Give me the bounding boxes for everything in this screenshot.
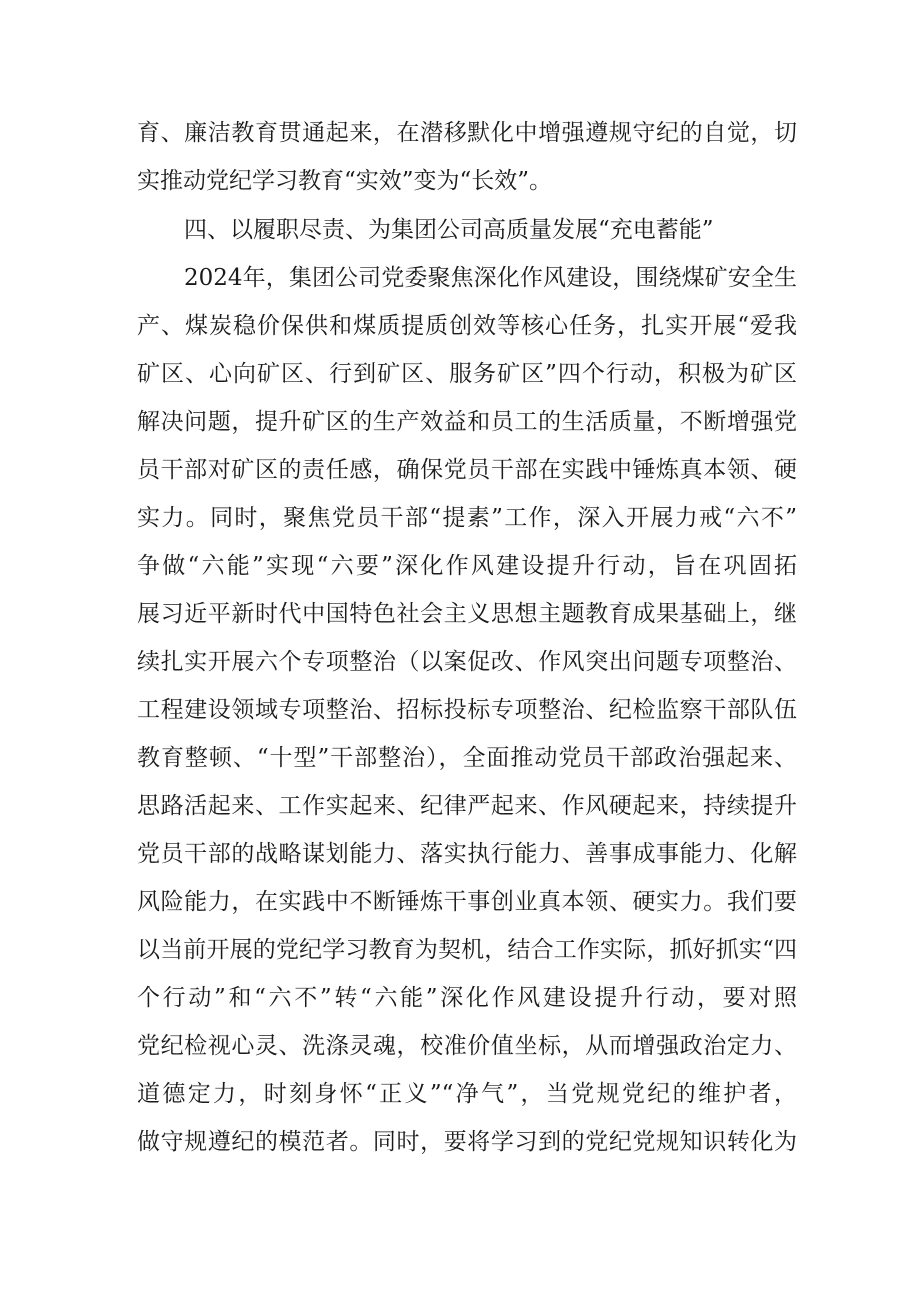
paragraph-line: 解决问题，提升矿区的生产效益和员工的生活质量，不断增强党: [137, 409, 797, 435]
paragraph-line: 教育整顿、“十型”干部整治），全面推动党员干部政治强起来、: [137, 745, 797, 771]
intro-line-1: 育、廉洁教育贯通起来，在潜移默化中增强遵规守纪的自觉，切: [137, 120, 797, 146]
section-heading: 四、以履职尽责、为集团公司高质量发展“充电蓄能”: [184, 217, 714, 243]
paragraph-line: 个行动”和“六不”转“六能”深化作风建设提升行动，要对照: [137, 985, 797, 1011]
paragraph-line: 风险能力，在实践中不断锤炼干事创业真本领、硬实力。我们要: [137, 889, 797, 915]
paragraph-line: 党员干部的战略谋划能力、落实执行能力、善事成事能力、化解: [137, 841, 797, 867]
paragraph-line: 2024年，集团公司党委聚焦深化作风建设，围绕煤矿安全生: [184, 265, 797, 291]
paragraph-line: 争做“六能”实现“六要”深化作风建设提升行动，旨在巩固拓: [137, 553, 797, 579]
paragraph-line: 矿区、心向矿区、行到矿区、服务矿区”四个行动，积极为矿区: [137, 361, 797, 387]
paragraph-line: 续扎实开展六个专项整治（以案促改、作风突出问题专项整治、: [137, 649, 797, 675]
paragraph-line: 实力。同时，聚焦党员干部“提素”工作，深入开展力戒“六不”: [137, 505, 797, 531]
paragraph-line: 做守规遵纪的模范者。同时，要将学习到的党纪党规知识转化为: [137, 1129, 797, 1155]
paragraph-line: 展习近平新时代中国特色社会主义思想主题教育成果基础上，继: [137, 601, 797, 627]
paragraph-line: 党纪检视心灵、洗涤灵魂，校准价值坐标，从而增强政治定力、: [137, 1033, 797, 1059]
paragraph-line: 员干部对矿区的责任感，确保党员干部在实践中锤炼真本领、硬: [137, 457, 797, 483]
paragraph-line: 道德定力，时刻身怀“正义”“净气”，当党规党纪的维护者，: [137, 1081, 797, 1107]
paragraph-line: 思路活起来、工作实起来、纪律严起来、作风硬起来，持续提升: [137, 793, 797, 819]
paragraph-line: 产、煤炭稳价保供和煤质提质创效等核心任务，扎实开展“爱我: [137, 313, 797, 339]
paragraph-line: 工程建设领域专项整治、招标投标专项整治、纪检监察干部队伍: [137, 697, 797, 723]
intro-line-2: 实推动党纪学习教育“实效”变为“长效”。: [137, 168, 553, 194]
paragraph-line: 以当前开展的党纪学习教育为契机，结合工作实际，抓好抓实“四: [137, 937, 797, 963]
